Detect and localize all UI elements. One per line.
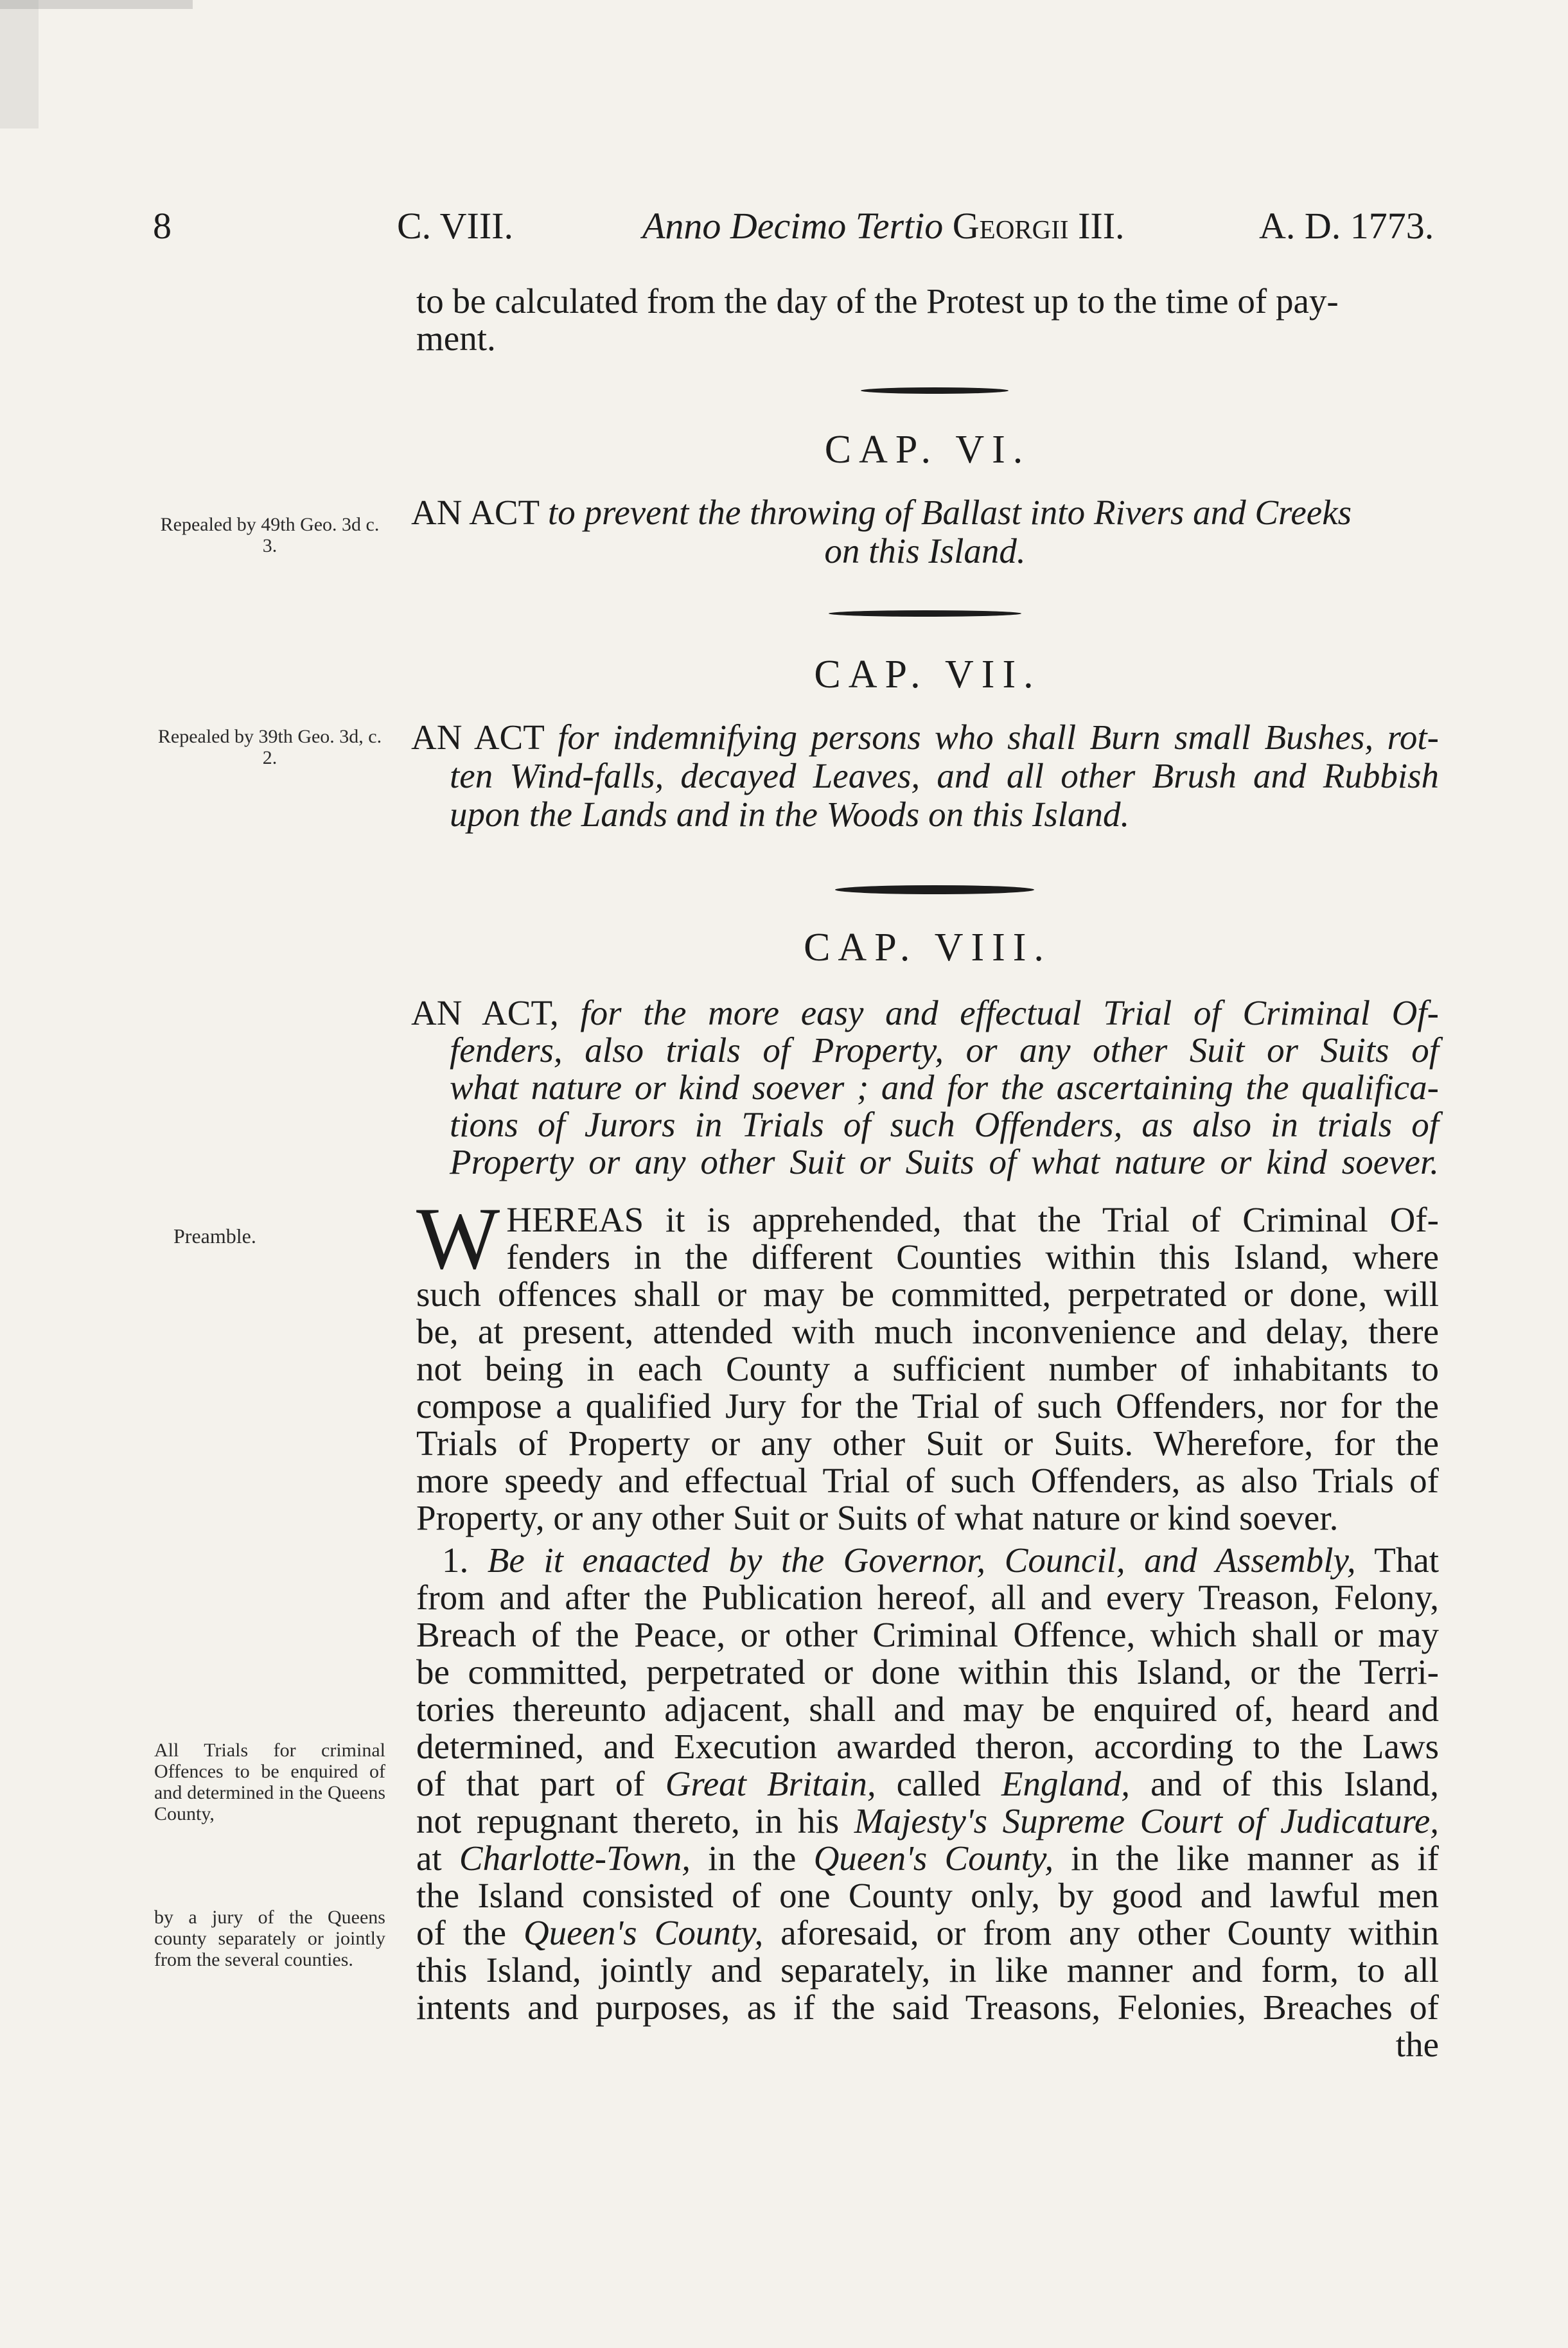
section-line: from and after the Publication hereof, all and every Treason, Felony, — [416, 1578, 1439, 1617]
act-title-text: to prevent the throwing of Ballast into Rivers and Creeks — [547, 493, 1352, 532]
enacting-clause: Be it enaacted by the Governor, Council, and Assembly, — [487, 1540, 1356, 1580]
section-number: 1. — [442, 1540, 469, 1580]
act-title-lead: AN ACT — [411, 493, 540, 532]
act-title-text: ten Wind-falls, decayed Leaves, and all other Brush and Rubbish — [450, 756, 1439, 795]
chapter-label: C. VIII. — [397, 205, 513, 247]
act-title-lead: AN ACT — [411, 718, 544, 757]
act-title-text: fenders, also trials of Property, or any other Suit or Suits of — [450, 1030, 1439, 1070]
section-line: this Island, jointly and separately, in like manner and form, to all — [416, 1950, 1439, 1990]
section-line: intents and purposes, as if the said Treasons, Felonies, Breaches of — [416, 1988, 1439, 2027]
preamble-line: Property, or any other Suit or Suits of what nature or kind soever. — [416, 1498, 1339, 1537]
act-title-lead: AN ACT, — [411, 993, 559, 1032]
preamble-line-text: it is apprehended, that the Trial of Criminal Of- — [644, 1200, 1439, 1239]
place-name: Queen's County, — [813, 1839, 1054, 1878]
cap-heading: CAP. VIII. — [804, 926, 1052, 969]
margin-note-trials: All Trials for criminal Offences to be enquired of and determined in the Queens County, — [154, 1740, 385, 1824]
section-line: be committed, perpetrated or done within this Island, or the Terri- — [416, 1652, 1439, 1691]
act-title-text: upon the Lands and in the Woods on this Island. — [450, 795, 1130, 834]
section-line: the Island consisted of one County only, by good and lawful men — [416, 1876, 1439, 1915]
preamble-line — [416, 1201, 1439, 1239]
preamble-line: such offences shall or may be committed, perpetrated or done, will — [416, 1275, 1439, 1314]
place-name: Charlotte-Town, — [459, 1839, 691, 1878]
section-line-text: not repugnant thereto, in his — [416, 1801, 854, 1840]
continuation-line: ment. — [416, 319, 496, 358]
act-title-text: for the more easy and effectual Trial of Criminal Of- — [580, 993, 1439, 1032]
place-name: Great Britain, — [665, 1764, 876, 1803]
section-text — [416, 1542, 1439, 2063]
preamble-line: not being in each County a sufficient number of inhabitants to — [416, 1349, 1439, 1388]
act-title-text: for indemnifying persons who shall Burn small Bushes, rot- — [558, 718, 1440, 757]
act-title-line — [411, 757, 1439, 795]
preamble-text — [416, 1189, 1439, 1537]
act-title-line — [411, 994, 1439, 1032]
act-title-text: Property or any other Suit or Suits of what nature or kind soever. — [450, 1142, 1439, 1181]
place-name: Queen's County, — [523, 1913, 764, 1952]
section-rule — [835, 885, 1034, 894]
margin-note-repealed: Repealed by 39th Geo. 3d, c. 2. — [157, 726, 382, 768]
section-line-text: and of this Island, — [1130, 1764, 1439, 1803]
section-line: tories thereunto adjacent, shall and may be enquired of, heard and — [416, 1690, 1439, 1729]
section-line-text: in the — [691, 1839, 814, 1878]
section-rule — [861, 387, 1009, 394]
section-line: determined, and Execution awarded theron, according to the Laws — [416, 1727, 1439, 1766]
margin-note-jury: by a jury of the Queens county separately or jointly from the several counties. — [154, 1907, 385, 1970]
drop-cap: W — [416, 1189, 500, 1287]
preamble-line: fenders in the different Counties within this Island, where — [506, 1237, 1439, 1276]
reign: Georgii III. — [952, 205, 1125, 247]
section-line-text: of that part of — [416, 1764, 665, 1803]
court-name: Majesty's Supreme Court of Judicature, — [854, 1801, 1439, 1840]
act-title-text: tions of Jurors in Trials of such Offenders, as also in trials of — [450, 1105, 1439, 1144]
preamble-line: compose a qualified Jury for the Trial of such Offenders, nor for the — [416, 1386, 1439, 1426]
preamble-line: more speedy and effectual Trial of such Offenders, as also Trials of — [416, 1461, 1439, 1500]
section-rule — [829, 610, 1021, 617]
preamble-line: be, at present, attended with much inconvenience and delay, there — [416, 1312, 1439, 1351]
section-line-text: called — [876, 1764, 1001, 1803]
section-line-text: at — [416, 1839, 459, 1878]
act-title-line — [411, 718, 1439, 757]
continuation-text — [416, 283, 1439, 357]
act-title-text: on this Island. — [824, 531, 1026, 570]
act-title-text: what nature or kind soever ; and for the ascertaining the qualifica- — [450, 1068, 1439, 1107]
catchword: the — [1395, 2025, 1439, 2064]
section-line — [416, 1840, 1439, 1877]
act-title — [411, 994, 1439, 1181]
section-line-text: aforesaid, or from any other County within — [763, 1913, 1439, 1952]
margin-note-repealed: Repealed by 49th Geo. 3d c. 3. — [160, 514, 380, 556]
scan-artifact — [0, 0, 39, 128]
cap-heading: CAP. VI. — [824, 428, 1031, 472]
act-title-line — [411, 532, 1439, 570]
act-title-line — [411, 493, 1439, 532]
section-line: Breach of the Peace, or other Criminal Offence, which shall or may — [416, 1615, 1439, 1654]
act-title-line — [411, 795, 1439, 834]
running-title — [642, 204, 1125, 247]
section-line-text: of the — [416, 1913, 524, 1952]
continuation-line: to be calculated from the day of the Protest up to the time of pay- — [416, 281, 1339, 321]
section-line — [416, 1914, 1439, 1952]
act-title — [411, 718, 1439, 834]
act-title-line — [411, 1069, 1439, 1106]
act-title-line — [411, 1032, 1439, 1069]
cap-heading: CAP. VII. — [814, 653, 1041, 696]
section-line — [416, 1803, 1439, 1840]
place-name: England, — [1001, 1764, 1131, 1803]
act-title — [411, 493, 1439, 570]
section-line — [416, 1765, 1439, 1803]
act-title-line — [411, 1106, 1439, 1143]
section-line — [416, 1542, 1439, 1579]
preamble-lead: HEREAS — [506, 1200, 644, 1239]
margin-note-preamble: Preamble. — [173, 1224, 256, 1248]
section-line-text: in the like manner as if — [1053, 1839, 1439, 1878]
act-title-line — [411, 1143, 1439, 1181]
page-number: 8 — [153, 205, 172, 247]
year-label: A. D. 1773. — [1259, 205, 1434, 247]
section-line-text: That — [1355, 1540, 1440, 1580]
anno-prefix: Anno Decimo Tertio — [642, 205, 944, 247]
preamble-line: Trials of Property or any other Suit or Suits. Wherefore, for the — [416, 1424, 1439, 1463]
